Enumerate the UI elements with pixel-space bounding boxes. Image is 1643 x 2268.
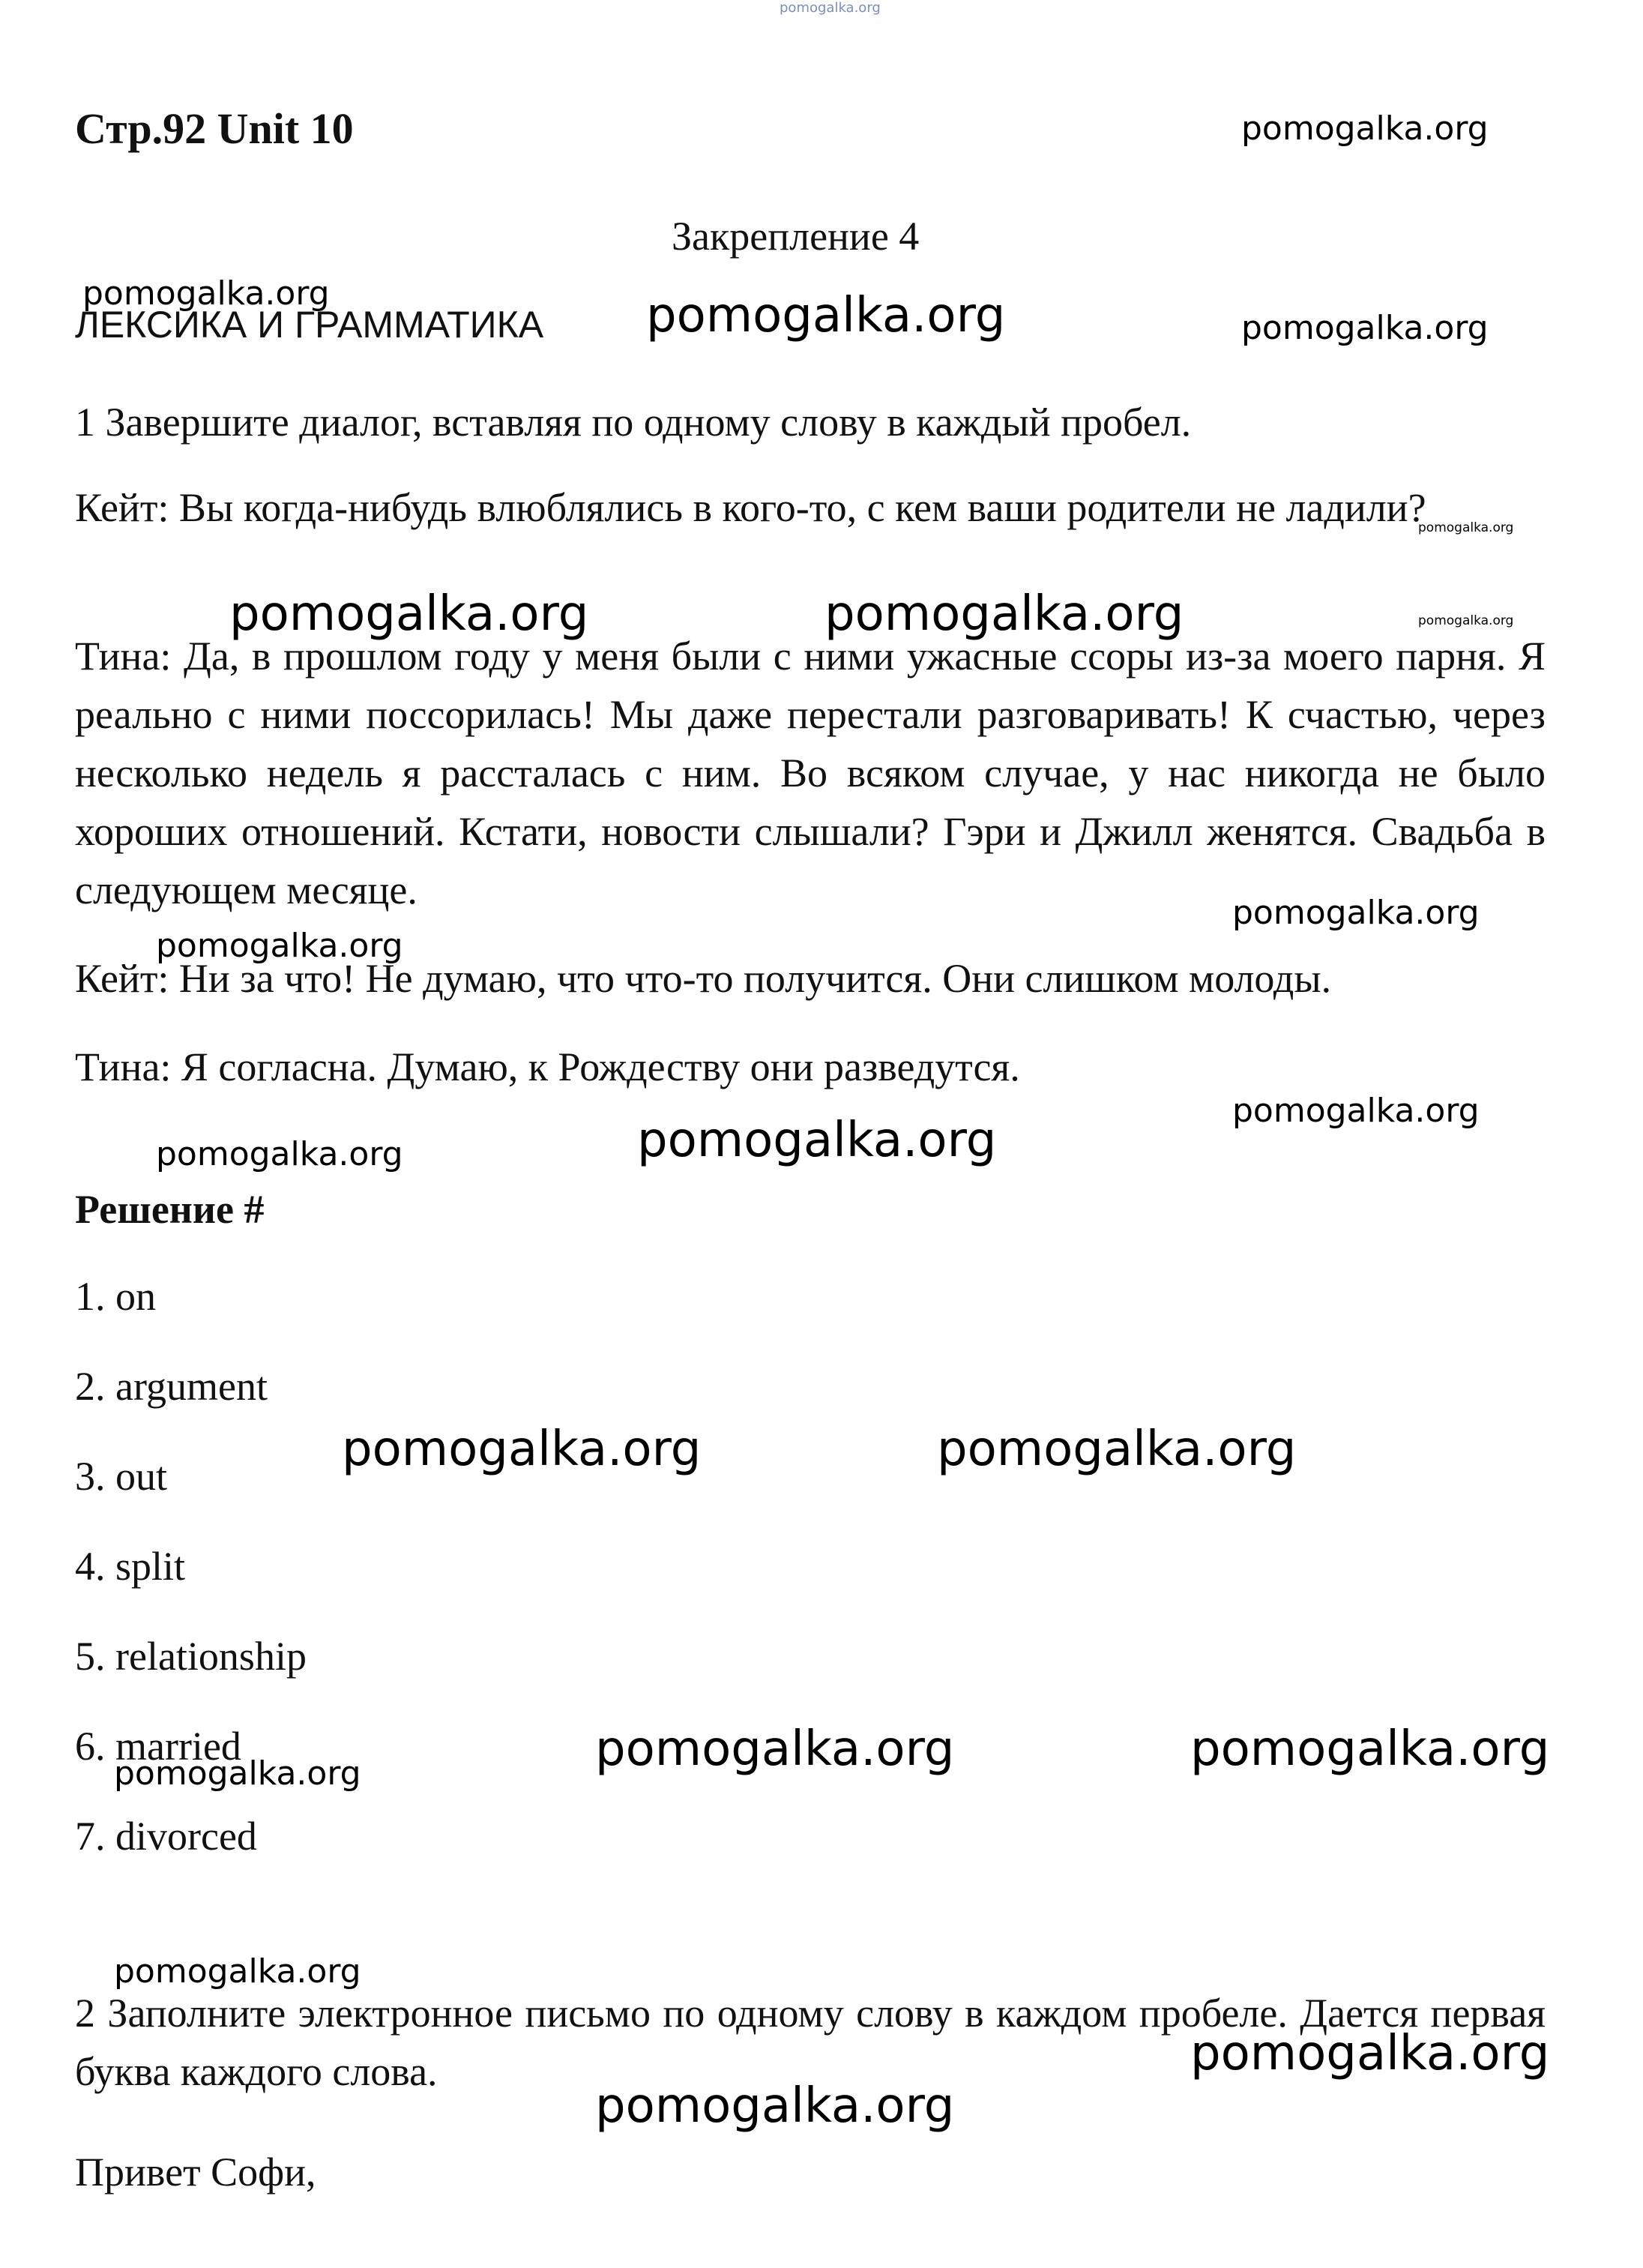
watermark: pomogalka.org (1190, 1721, 1550, 1777)
watermark: pomogalka.org (1418, 520, 1514, 535)
answer-item: 4. split (75, 1544, 186, 1589)
watermark: pomogalka.org (637, 1113, 997, 1168)
section-subheading: ЛЕКСИКА И ГРАММАТИКА (75, 304, 544, 346)
dialogue-line-kate-2: Кейт: Ни за что! Не думаю, что что-то получится. Они слишком молоды. (75, 956, 1332, 1001)
dialogue-line-tina-2: Тина: Я согласна. Думаю, к Рождеству они разведутся. (75, 1044, 1020, 1089)
watermark: pomogalka.org (1241, 309, 1489, 347)
dialogue-line-kate-1: Кейт: Вы когда-нибудь влюблялись в кого-то, с кем ваши родители не ладили? (75, 485, 1426, 530)
watermark: pomogalka.org (1232, 894, 1480, 932)
watermark: pomogalka.org (1418, 613, 1514, 628)
answer-item: 5. relationship (75, 1634, 307, 1679)
page-reference: Стр.92 Unit 10 (75, 104, 354, 153)
watermark: pomogalka.org (229, 586, 589, 642)
watermark: pomogalka.org (342, 1422, 702, 1477)
answer-item: 1. on (75, 1274, 156, 1319)
watermark: pomogalka.org (1241, 109, 1489, 148)
answer-item: 6. married (75, 1724, 241, 1769)
answer-item: 3. out (75, 1454, 168, 1499)
watermark: pomogalka.org (595, 2078, 955, 2134)
watermark: pomogalka.org (1232, 1092, 1480, 1130)
watermark: pomogalka.org (937, 1422, 1297, 1477)
task1-instruction: 1 Завершите диалог, вставляя по одному слову в каждый пробел. (75, 400, 1192, 445)
watermark: pomogalka.org (114, 1754, 361, 1793)
answers-list (75, 1267, 307, 1897)
watermark: pomogalka.org (82, 274, 330, 313)
top-watermark: pomogalka.org (780, 0, 881, 16)
watermark: pomogalka.org (824, 586, 1184, 642)
watermark: pomogalka.org (595, 1721, 955, 1777)
watermark: pomogalka.org (646, 288, 1006, 343)
solution-heading: Решение # (75, 1187, 265, 1232)
watermark: pomogalka.org (114, 1952, 361, 1991)
section-title: Закрепление 4 (672, 214, 920, 259)
watermark: pomogalka.org (156, 1135, 403, 1173)
answer-item: 2. argument (75, 1364, 268, 1409)
dialogue-line-tina-1: Тина: Да, в прошлом году у меня были с ними ужасные ссоры из-за моего парня. Я реально с ними поссорилась! Мы даже перестали разговаривать! К счастью, через несколько недель я рассталась с ним. Во всяком случае, у нас никогда не было хороших отношений. Кстати, новости слышали? Гэри и Джилл женятся. Свадьба в следующем месяце. (75, 634, 1546, 912)
email-greeting: Привет Софи, (75, 2150, 316, 2195)
watermark: pomogalka.org (156, 927, 403, 965)
answer-item: 7. divorced (75, 1814, 257, 1859)
watermark: pomogalka.org (1190, 2026, 1550, 2081)
task2-instruction: 2 Заполните электронное письмо по одному слову в каждом пробеле. Дается первая буква каждого слова. (75, 1991, 1546, 2094)
